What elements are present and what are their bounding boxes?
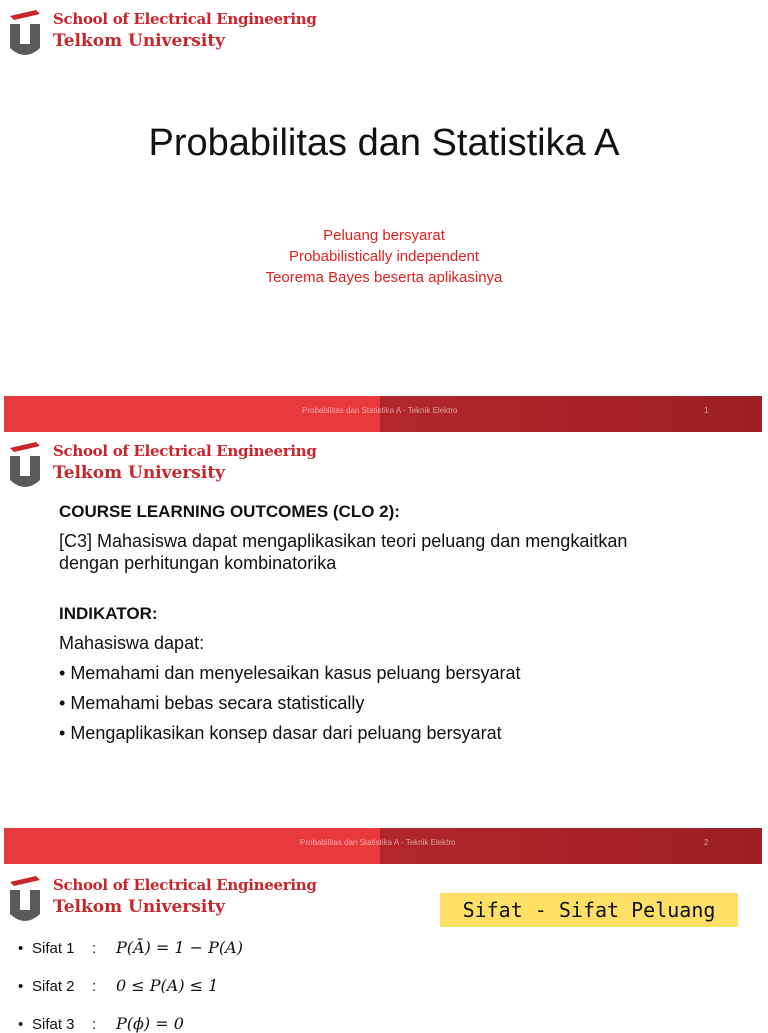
- brand-school: School of Electrical Engineering: [53, 876, 317, 894]
- slide-title: Probabilitas dan Statistika A: [148, 122, 620, 164]
- telkom-logo-icon: [8, 442, 42, 490]
- indikator-intro: Mahasiswa dapat:: [59, 633, 205, 653]
- property-row: • Sifat 2 : 0 ≤ P(A) ≤ 1: [18, 976, 219, 995]
- sifat-title: Sifat - Sifat Peluang: [440, 893, 738, 927]
- indikator-heading: INDIKATOR:: [59, 604, 158, 623]
- clo-line: dengan perhitungan kombinatorika: [59, 553, 337, 573]
- list-item: • Memahami dan menyelesaikan kasus peluang bersyarat: [59, 663, 521, 683]
- footer-text: Probabilitas dan Statistika A - Teknik Elektro: [300, 838, 456, 847]
- brand-header: [8, 442, 328, 492]
- brand-school: School of Electrical Engineering: [53, 442, 317, 460]
- indikator-list: [59, 658, 749, 748]
- telkom-logo-icon: [8, 876, 42, 924]
- slide-2: [0, 432, 768, 866]
- slide-subtitles: [0, 225, 768, 288]
- footer-text: Probabilitas dan Statistika A - Teknik Elektro: [302, 406, 458, 415]
- subtitle-line: Teorema Bayes beserta aplikasinya: [265, 269, 503, 286]
- telkom-logo-icon: [8, 10, 42, 58]
- list-item: • Mengaplikasikan konsep dasar dari peluang bersyarat: [59, 723, 502, 743]
- property-row: • Sifat 1 : P(Ā) = 1 − P(A): [18, 938, 243, 957]
- brand-header: [8, 876, 328, 926]
- brand-university: Telkom University: [53, 31, 226, 51]
- clo-heading: COURSE LEARNING OUTCOMES (CLO 2):: [59, 502, 400, 521]
- footer-bar: [4, 396, 762, 432]
- clo-block: [59, 502, 749, 748]
- brand-header: [8, 10, 328, 60]
- brand-school: School of Electrical Engineering: [53, 10, 317, 28]
- subtitle-line: Peluang bersyarat: [323, 227, 445, 244]
- property-row: • Sifat 3 : P(ϕ) = 0: [18, 1014, 184, 1033]
- slide-1: [0, 0, 768, 432]
- brand-university: Telkom University: [53, 463, 226, 483]
- clo-line: [C3] Mahasiswa dapat mengaplikasikan teori peluang dan mengkaitkan: [59, 531, 628, 551]
- page-number: 2: [704, 838, 709, 847]
- page-number: 1: [704, 406, 709, 415]
- slide-3: [0, 866, 768, 1033]
- footer-bar: [4, 828, 762, 864]
- brand-university: Telkom University: [53, 897, 226, 917]
- clo-text: [59, 530, 749, 574]
- subtitle-line: Probabilistically independent: [288, 248, 480, 265]
- list-item: • Memahami bebas secara statistically: [59, 693, 365, 713]
